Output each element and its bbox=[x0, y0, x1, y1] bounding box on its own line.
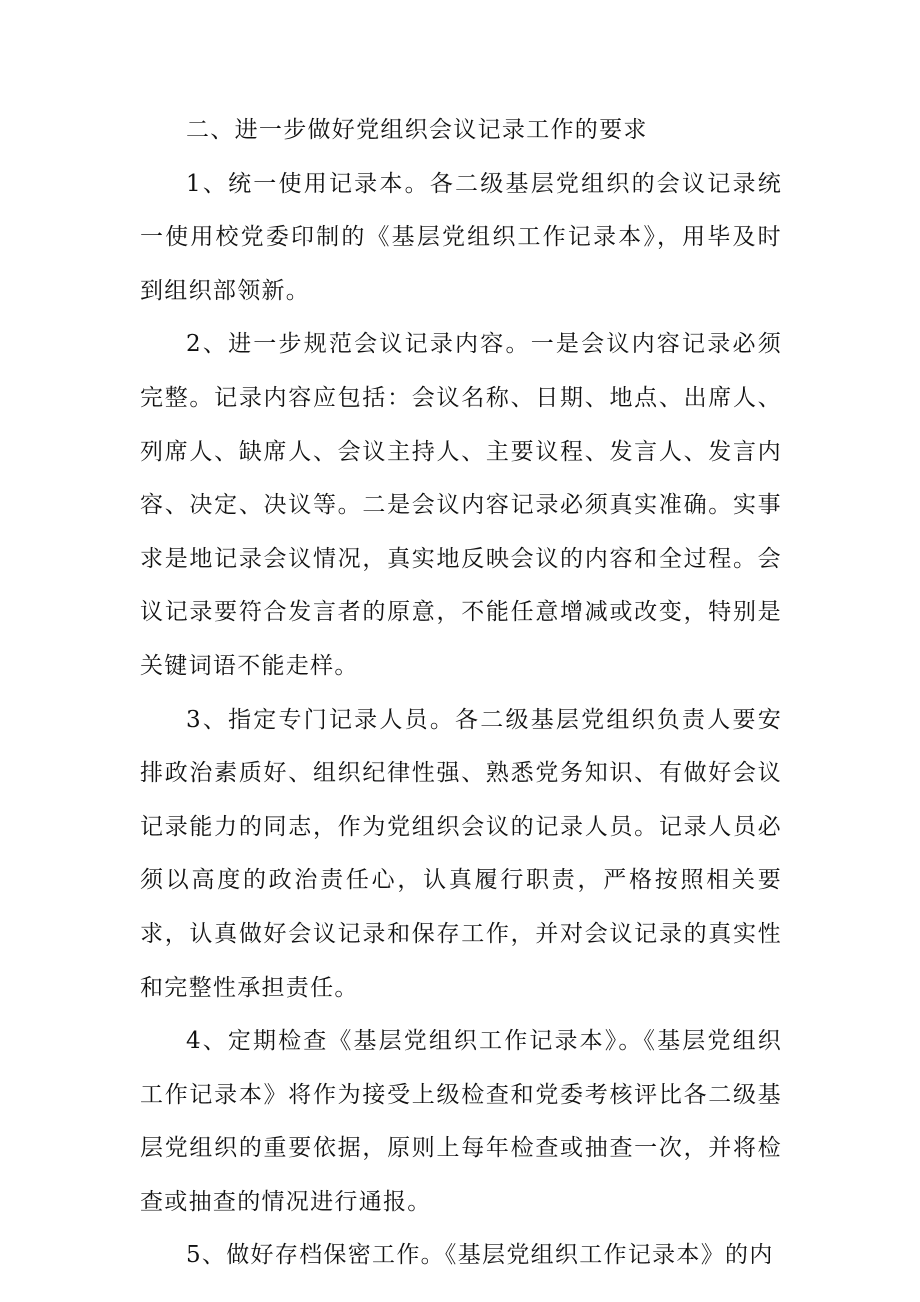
paragraph-5: 5、做好存档保密工作。《基层党组织工作记录本》的内 bbox=[186, 1242, 774, 1269]
document-body bbox=[140, 104, 782, 1283]
paragraph-4: 4、定期检查《基层党组织工作记录本》。《基层党组织工作记录本》将作为接受上级检查和党委考核评比各二级基层党组织的重要依据，原则上每年检查或抽查一次，并将检查或抽查的情况进行通报。 bbox=[140, 1028, 782, 1215]
paragraph-1: 1、统一使用记录本。各二级基层党组织的会议记录统一使用校党委印制的《基层党组织工作记录本》，用毕及时到组织部领新。 bbox=[140, 170, 782, 304]
section-heading: 二、进一步做好党组织会议记录工作的要求 bbox=[186, 117, 648, 143]
paragraph-3: 3、指定专门记录人员。各二级基层党组织负责人要安排政治素质好、组织纪律性强、熟悉党务知识、有做好会议记录能力的同志，作为党组织会议的记录人员。记录人员必须以高度的政治责任心，认真履行职责，严格按照相关要求，认真做好会议记录和保存工作，并对会议记录的真实性和完整性承担责任。 bbox=[140, 706, 782, 1001]
paragraph-2: 2、进一步规范会议记录内容。一是会议内容记录必须完整。记录内容应包括：会议名称、日期、地点、出席人、列席人、缺席人、会议主持人、主要议程、发言人、发言内容、决定、决议等。二是会议内容记录必须真实准确。实事求是地记录会议情况，真实地反映会议的内容和全过程。会议记录要符合发言者的原意，不能任意增减或改变，特别是关键词语不能走样。 bbox=[140, 331, 782, 679]
